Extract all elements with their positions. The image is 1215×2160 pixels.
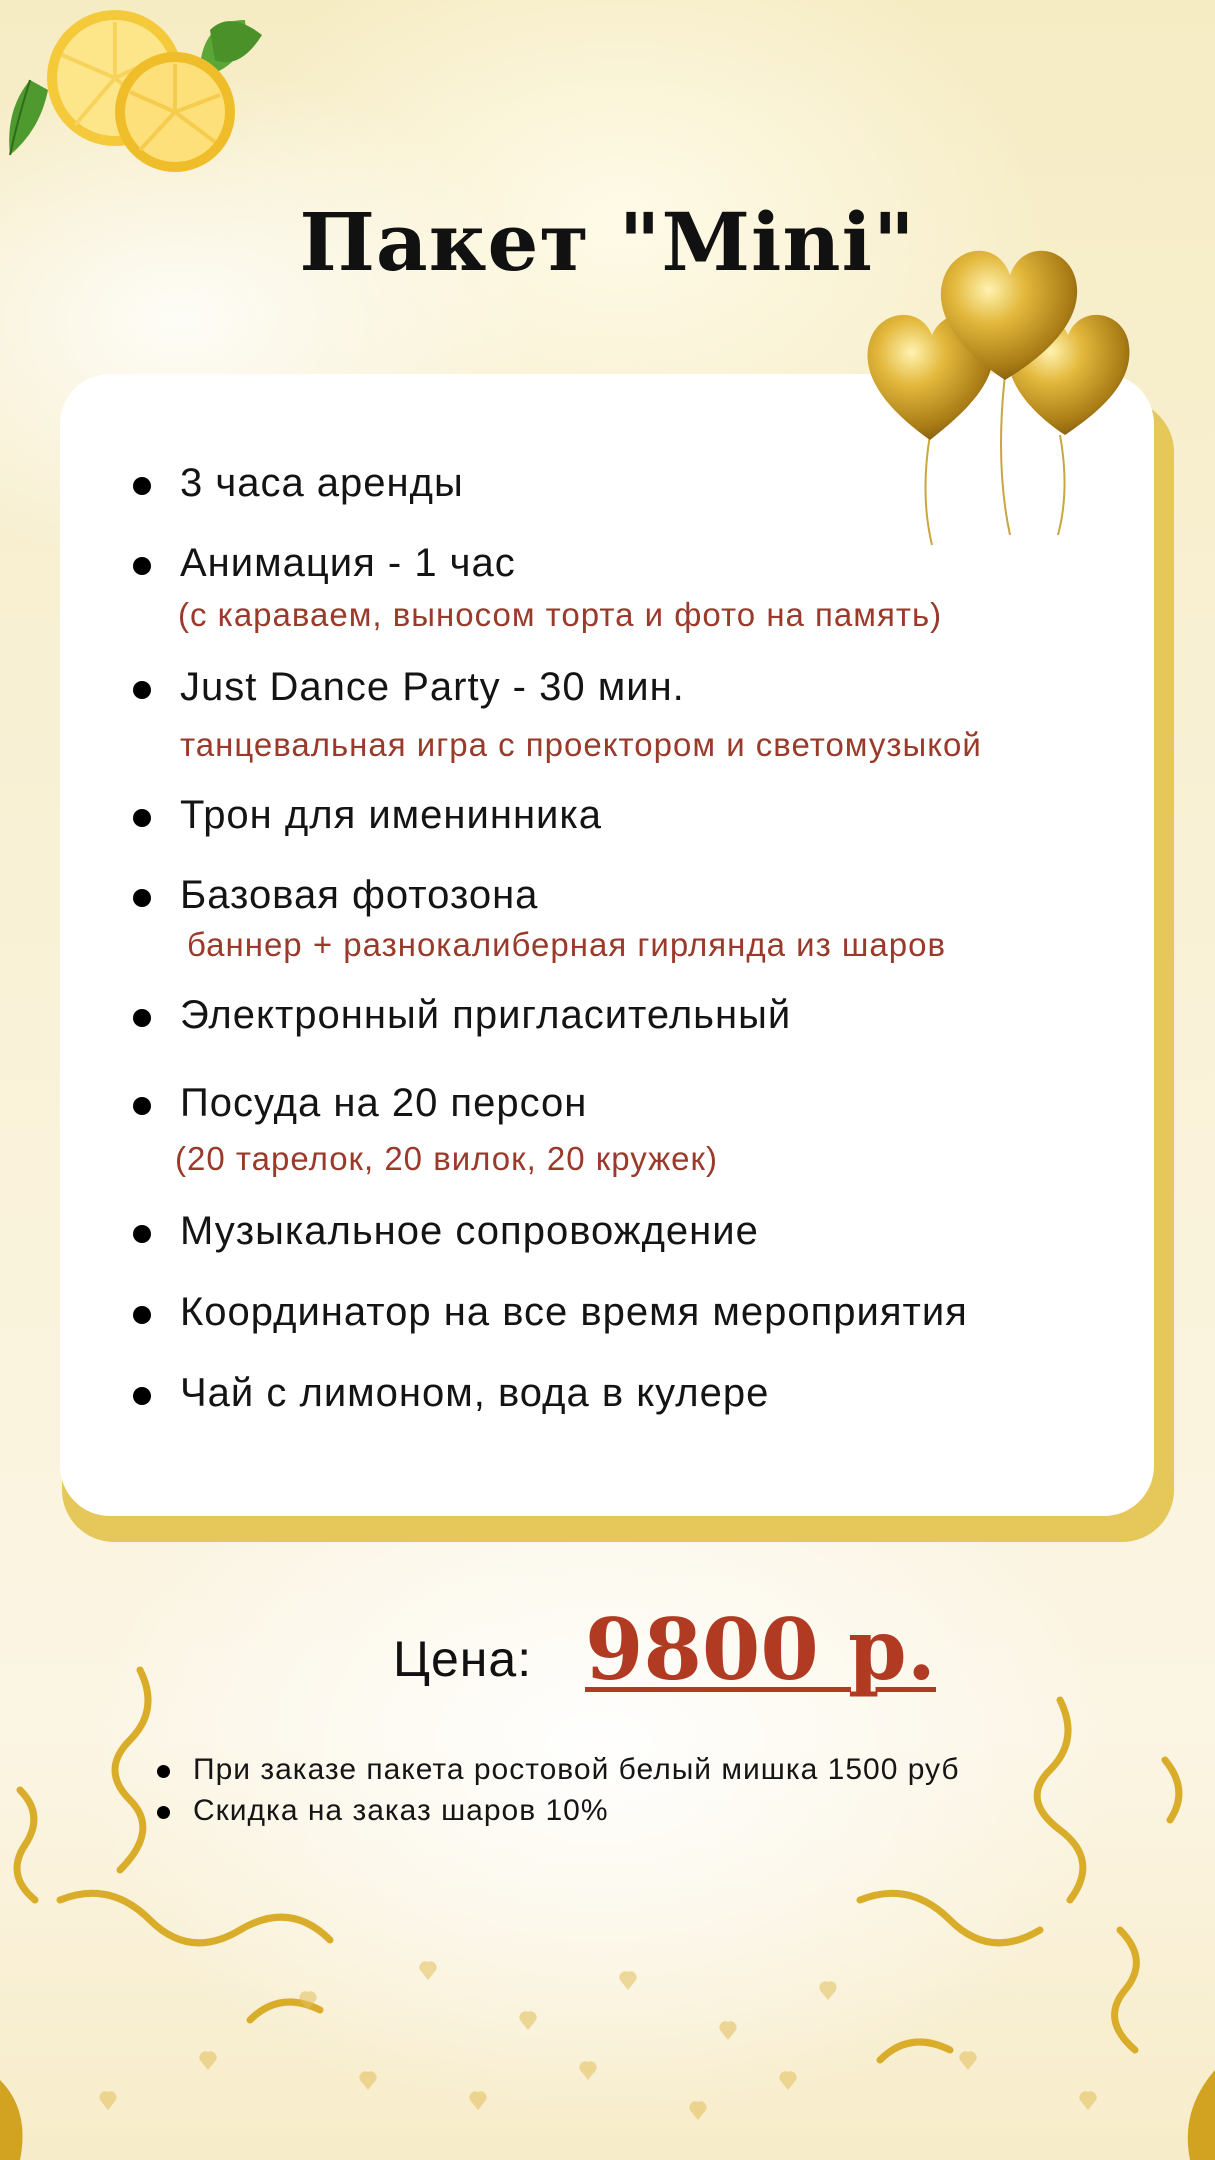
bullet-icon xyxy=(133,1009,151,1027)
feature-music: Музыкальное сопровождение xyxy=(180,1209,759,1253)
feature-just-dance: Just Dance Party - 30 мин. xyxy=(180,665,685,709)
bullet-icon xyxy=(133,681,151,699)
price-value: 9800 р. xyxy=(585,1600,937,1699)
feature-photo-zone-note: баннер + разнокалиберная гирлянда из шаров xyxy=(187,926,946,963)
feature-animation: Анимация - 1 час xyxy=(180,541,516,585)
feature-photo-zone: Базовая фотозона xyxy=(180,873,539,917)
bullet-icon xyxy=(133,477,151,495)
extra-bear-offer: При заказе пакета ростовой белый мишка 1500 руб xyxy=(193,1753,960,1786)
feature-rental-hours: 3 часа аренды xyxy=(180,461,464,505)
bullet-icon xyxy=(133,557,151,575)
feature-coordinator: Координатор на все время мероприятия xyxy=(180,1290,968,1334)
feature-tableware-note: (20 тарелок, 20 вилок, 20 кружек) xyxy=(175,1140,718,1177)
price-label: Цена: xyxy=(393,1631,533,1687)
feature-tableware: Посуда на 20 персон xyxy=(180,1081,588,1125)
bullet-icon xyxy=(133,889,151,907)
bullet-icon xyxy=(133,1097,151,1115)
lemon-slice-icon xyxy=(0,0,280,180)
heart-balloons-icon xyxy=(860,235,1150,555)
feature-tea-water: Чай с лимоном, вода в кулере xyxy=(180,1371,770,1415)
feature-just-dance-note: танцевальная игра с проектором и светомузыкой xyxy=(180,726,982,763)
bullet-icon xyxy=(133,1225,151,1243)
gold-confetti-icon xyxy=(0,1640,1215,2160)
page-title: Пакет "Mini" xyxy=(299,195,916,289)
bullet-icon xyxy=(133,809,151,827)
bullet-icon xyxy=(133,1387,151,1405)
feature-animation-note: (с караваем, выносом торта и фото на память) xyxy=(178,596,943,633)
bullet-icon xyxy=(133,1306,151,1324)
extra-balloon-discount: Скидка на заказ шаров 10% xyxy=(193,1794,609,1827)
feature-throne: Трон для именинника xyxy=(180,793,603,837)
feature-invitation: Электронный пригласительный xyxy=(180,993,792,1037)
